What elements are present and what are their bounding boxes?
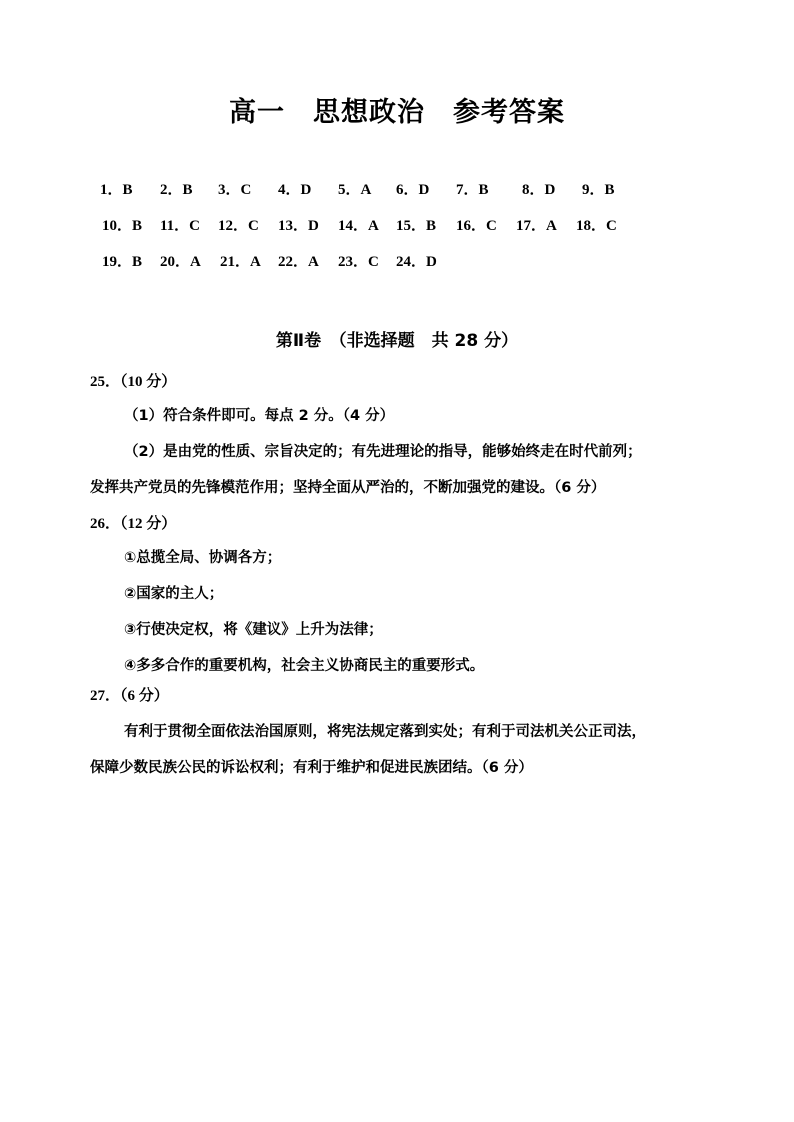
question-27-header: 27．（6 分） xyxy=(90,688,169,704)
question-26-item: ④多多合作的重要机构，社会主义协商民主的重要形式。 xyxy=(124,658,485,674)
answer-item: 8．D xyxy=(522,182,556,198)
answer-item: 16．C xyxy=(456,218,497,234)
answer-item: 11．C xyxy=(160,218,201,234)
question-26-item: ③行使决定权，将《建议》上升为法律； xyxy=(124,622,383,638)
answer-item: 12．C xyxy=(218,218,259,234)
question-25-part-2-line-1: （2）是由党的性质、宗旨决定的；有先进理论的指导，能够始终走在时代前列； xyxy=(124,444,642,460)
answer-item: 5．A xyxy=(338,182,372,198)
question-25-part-2-line-2: 发挥共产党员的先锋模范作用；坚持全面从严治的，不断加强党的建设。（6 分） xyxy=(90,480,606,496)
answer-item: 1．B xyxy=(100,182,133,198)
answer-item: 22．A xyxy=(278,254,319,270)
answer-item: 19．B xyxy=(102,254,143,270)
answer-item: 4．D xyxy=(278,182,312,198)
question-27-line-2: 保障少数民族公民的诉讼权利；有利于维护和促进民族团结。（6 分） xyxy=(90,760,533,776)
question-26-item: ①总揽全局、协调各方； xyxy=(124,550,282,566)
answer-item: 18．C xyxy=(576,218,617,234)
answer-item: 15．B xyxy=(396,218,437,234)
answer-item: 3．C xyxy=(218,182,252,198)
answer-item: 24．D xyxy=(396,254,437,270)
question-25-part-1: （1）符合条件即可。每点 2 分。（4 分） xyxy=(124,408,395,424)
answer-item: 20．A xyxy=(160,254,201,270)
answer-item: 7．B xyxy=(456,182,489,198)
answer-item: 9．B xyxy=(582,182,615,198)
question-26-item: ②国家的主人； xyxy=(124,586,224,602)
answer-item: 14．A xyxy=(338,218,379,234)
answer-item: 13．D xyxy=(278,218,319,234)
answer-item: 17．A xyxy=(516,218,557,234)
question-26-header: 26．（12 分） xyxy=(90,516,177,532)
answer-item: 10．B xyxy=(102,218,143,234)
question-27-line-1: 有利于贯彻全面依法治国原则，将宪法规定落到实处；有利于司法机关公正司法， xyxy=(124,724,646,740)
answer-item: 2．B xyxy=(160,182,193,198)
answer-item: 21．A xyxy=(220,254,261,270)
section-2-heading: 第Ⅱ卷 （非选择题 共 28 分） xyxy=(275,331,519,351)
answer-item: 23．C xyxy=(338,254,379,270)
answer-item: 6．D xyxy=(396,182,430,198)
question-25-header: 25．（10 分） xyxy=(90,374,177,390)
page-title: 高一 思想政治 参考答案 xyxy=(229,97,565,128)
